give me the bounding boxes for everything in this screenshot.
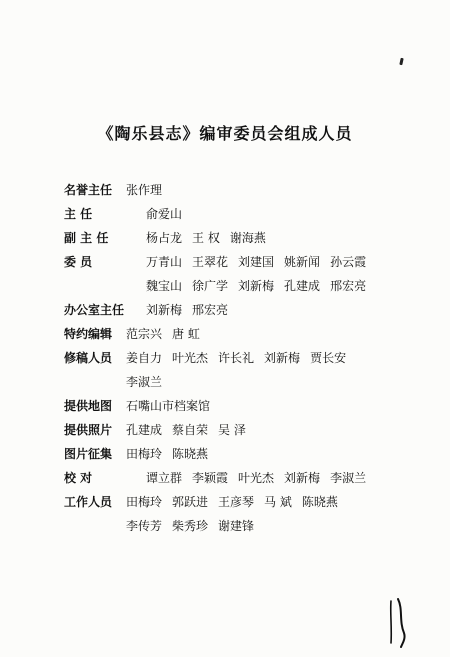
role-label: 副 主 任 <box>64 231 109 245</box>
member-name: 郭跃进 <box>172 495 209 509</box>
member-name: 姜自力 <box>126 351 163 365</box>
member-name: 刘新梅 <box>146 303 183 317</box>
member-name: 陈晓燕 <box>172 447 209 461</box>
member-name: 许长礼 <box>218 351 255 365</box>
member-names <box>126 178 172 202</box>
member-names <box>146 226 276 250</box>
member-name: 谢海燕 <box>229 231 266 245</box>
role-label: 图片征集 <box>64 447 113 461</box>
role-label: 办公室主任 <box>64 303 125 317</box>
role-label: 名誉主任 <box>64 183 113 197</box>
member-name: 刘新梅 <box>264 351 301 365</box>
member-name: 邢宏亮 <box>192 303 229 317</box>
member-name: 田梅玲 <box>126 495 163 509</box>
role-label: 修稿人员 <box>64 351 113 365</box>
member-names <box>126 418 256 442</box>
member-name: 叶光杰 <box>238 471 275 485</box>
member-name: 范宗兴 <box>126 327 163 341</box>
member-names <box>146 298 238 322</box>
roster-row <box>64 178 444 202</box>
member-name: 谢建锋 <box>218 519 255 533</box>
member-name: 刘新梅 <box>238 279 275 293</box>
member-name: 陈晓燕 <box>301 495 338 509</box>
handwritten-mark <box>385 597 421 649</box>
member-name: 刘新梅 <box>284 471 321 485</box>
member-name: 孔建成 <box>284 279 321 293</box>
member-name: 王彦琴 <box>218 495 255 509</box>
role-label: 提供照片 <box>64 423 113 437</box>
member-name: 万青山 <box>146 255 183 269</box>
member-name: 王翠花 <box>192 255 229 269</box>
role-label: 委 员 <box>64 255 93 269</box>
member-name: 叶光杰 <box>172 351 209 365</box>
roster-row <box>64 490 444 514</box>
roster-row-continued <box>64 370 444 394</box>
member-name: 李传芳 <box>126 519 163 533</box>
member-names <box>126 346 356 370</box>
member-name: 李淑兰 <box>126 375 163 389</box>
member-names <box>126 322 210 346</box>
page-title: 《陶乐县志》编审委员会组成人员 <box>97 124 353 143</box>
member-name: 李颖霞 <box>192 471 229 485</box>
member-names <box>146 466 376 490</box>
member-name: 杨占龙 <box>146 231 183 245</box>
roster-row <box>64 226 444 250</box>
member-name: 张作理 <box>126 183 163 197</box>
member-name: 徐广学 <box>192 279 229 293</box>
member-names <box>126 394 220 418</box>
member-names <box>126 514 264 538</box>
member-names <box>126 490 348 514</box>
roster-row <box>64 202 444 226</box>
role-label: 主 任 <box>64 207 93 221</box>
member-name: 姚新闻 <box>284 255 321 269</box>
member-name: 吴 泽 <box>218 423 246 437</box>
member-names <box>126 442 218 466</box>
roster-row <box>64 298 444 322</box>
committee-roster <box>64 178 444 538</box>
member-name: 李淑兰 <box>330 471 367 485</box>
roster-row <box>64 322 444 346</box>
roster-row <box>64 394 444 418</box>
member-name: 柴秀珍 <box>172 519 209 533</box>
roster-row-continued <box>64 274 444 298</box>
member-name: 俞爱山 <box>146 207 183 221</box>
member-names <box>146 250 376 274</box>
member-name: 唐 虹 <box>172 327 200 341</box>
roster-row-continued <box>64 514 444 538</box>
member-names <box>126 370 172 394</box>
member-name: 孔建成 <box>126 423 163 437</box>
member-names <box>146 202 192 226</box>
member-name: 孙云霞 <box>330 255 367 269</box>
member-name: 邢宏亮 <box>330 279 367 293</box>
role-label: 特约编辑 <box>64 327 113 341</box>
roster-row <box>64 346 444 370</box>
member-name: 石嘴山市档案馆 <box>126 399 211 413</box>
role-label: 工作人员 <box>64 495 113 509</box>
role-label: 提供地图 <box>64 399 113 413</box>
member-name: 蔡自荣 <box>172 423 209 437</box>
roster-row <box>64 442 444 466</box>
member-name: 马 斌 <box>264 495 292 509</box>
member-name: 谭立群 <box>146 471 183 485</box>
member-name: 贾长安 <box>310 351 347 365</box>
roster-row <box>64 466 444 490</box>
roster-row <box>64 250 444 274</box>
roster-row <box>64 418 444 442</box>
member-name: 田梅玲 <box>126 447 163 461</box>
member-names <box>146 274 376 298</box>
role-label: 校 对 <box>64 471 93 485</box>
member-name: 王 权 <box>192 231 220 245</box>
member-name: 魏宝山 <box>146 279 183 293</box>
ink-mark <box>399 58 403 65</box>
member-name: 刘建国 <box>238 255 275 269</box>
